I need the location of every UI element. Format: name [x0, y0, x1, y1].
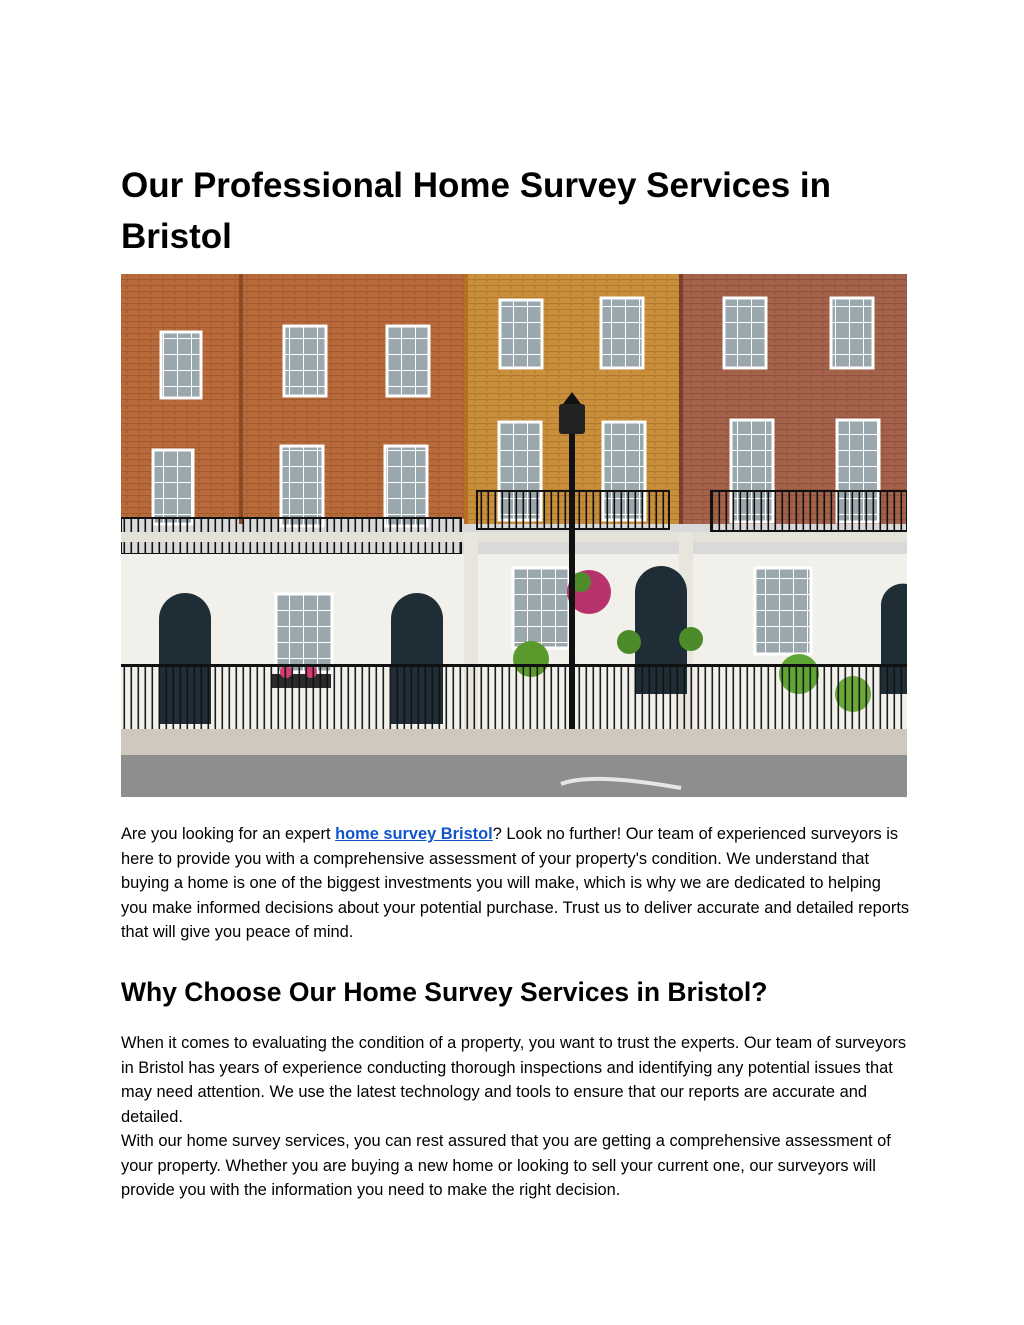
section-heading: Why Choose Our Home Survey Services in Bristol?	[121, 977, 768, 1007]
intro-text-start: Are you looking for an expert	[121, 825, 336, 843]
section-paragraph-2: With our home survey services, you can rest assured that you are getting a comprehensive assessment of your property. Whether you are buying a new home or looking to sell your current one, our surveyors will provide you with the information you need to make the right decision.	[121, 1132, 891, 1199]
home-survey-bristol-link[interactable]: home survey Bristol	[335, 825, 493, 843]
section-paragraph-1: When it comes to evaluating the condition of a property, you want to trust the experts. Our team of surveyors in Bristol has years of experience conducting thorough inspections and identifying any potential issues that may need attention. We use the latest technology and tools to ensure that our reports are accurate and detailed.	[121, 1034, 907, 1126]
intro-paragraph	[121, 822, 911, 945]
terraced-houses-illustration	[121, 274, 907, 797]
page-title: Our Professional Home Survey Services in Bristol	[121, 166, 832, 256]
intro-text-rest: ? Look no further! Our team of experienced surveyors is here to provide you with a comprehensive assessment of your property's condition. We understand that buying a home is one of the biggest investments you will make, which is why we are dedicated to helping you make informed decisions about your potential purchase. Trust us to deliver accurate and detailed reports that will give you peace of mind.	[121, 825, 910, 941]
hero-image	[121, 274, 907, 797]
